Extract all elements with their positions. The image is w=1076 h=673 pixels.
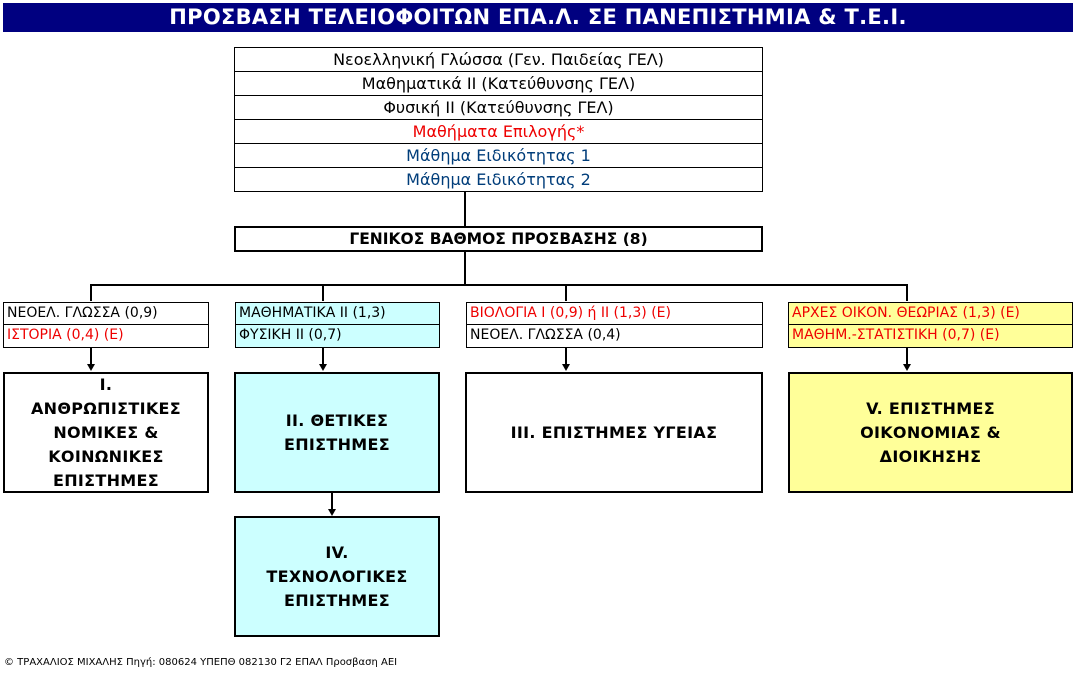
subject-item: Μαθηματικά ΙΙ (Κατεύθυνσης ΓΕΛ)	[235, 72, 762, 96]
subject-item: Φυσική ΙΙ (Κατεύθυνσης ΓΕΛ)	[235, 96, 762, 120]
field-text: ΝΟΜΙΚΕΣ &	[53, 422, 159, 442]
connector-line	[322, 348, 324, 365]
criteria-box-3	[466, 302, 763, 348]
field-text: ΑΝΘΡΩΠΙΣΤΙΚΕΣ	[30, 398, 181, 418]
criteria-line: ΜΑΘΗΜ.-ΣΤΑΤΙΣΤΙΚΗ (0,7) (Ε)	[792, 327, 1000, 343]
footer-credit: © ΤΡΑΧΑΛΙΟΣ ΜΙΧΑΛΗΣ Πηγή: 080624 ΥΠΕΠΘ 082130 Γ2 ΕΠΑΛ Προσβαση ΑΕΙ	[4, 657, 398, 668]
subject-item: Μαθήματα Επιλογής*	[235, 120, 762, 144]
field-text: ΕΠΙΣΤΗΜΕΣ	[284, 434, 390, 454]
field-text: ΚΟΙΝΩΝΙΚΕΣ	[48, 446, 164, 466]
field-box-3	[465, 372, 763, 493]
subject-item: Μάθημα Ειδικότητας 1	[235, 144, 762, 168]
connector-line	[565, 284, 567, 301]
subjects-list	[234, 47, 763, 192]
connector-line	[906, 348, 908, 365]
connector-line	[464, 252, 466, 285]
criteria-line: ΝΕΟΕΛ. ΓΛΩΣΣΑ (0,9)	[4, 303, 208, 325]
criteria-box-2	[235, 302, 440, 348]
arrow-down-icon	[319, 364, 327, 371]
page-title: ΠΡΟΣΒΑΣΗ ΤΕΛΕΙΟΦΟΙΤΩΝ ΕΠΑ.Λ. ΣΕ ΠΑΝΕΠΙΣΤΗΜΙΑ & Τ.Ε.Ι.	[3, 3, 1073, 32]
arrow-down-icon	[562, 364, 570, 371]
arrow-down-icon	[903, 364, 911, 371]
criteria-line: ΝΕΟΕΛ. ΓΛΩΣΣΑ (0,4)	[470, 327, 621, 343]
arrow-down-icon	[87, 364, 95, 371]
field-text: Ι.	[99, 374, 113, 394]
connector-line	[90, 348, 92, 365]
connector-line	[322, 284, 324, 301]
field-text: ΤΕΧΝΟΛΟΓΙΚΕΣ	[266, 566, 408, 586]
subject-item: Μάθημα Ειδικότητας 2	[406, 170, 591, 189]
connector-line	[565, 348, 567, 365]
field-text: ΙΙΙ. ΕΠΙΣΤΗΜΕΣ ΥΓΕΙΑΣ	[510, 422, 718, 442]
field-text: V. ΕΠΙΣΤΗΜΕΣ	[866, 398, 995, 418]
criteria-line: ΜΑΘΗΜΑΤΙΚΑ ΙΙ (1,3)	[236, 303, 439, 325]
arrow-down-icon	[328, 509, 336, 516]
field-text: ΔΙΟΙΚΗΣΗΣ	[879, 446, 982, 466]
connector-line	[331, 493, 333, 509]
field-box-1	[3, 372, 209, 493]
criteria-box-4	[788, 302, 1073, 348]
subject-item: Νεοελληνική Γλώσσα (Γεν. Παιδείας ΓΕΛ)	[235, 48, 762, 72]
field-box-4	[234, 516, 440, 637]
criteria-line: ΒΙΟΛΟΓΙΑ Ι (0,9) ή ΙΙ (1,3) (Ε)	[467, 303, 762, 325]
field-text: ΕΠΙΣΤΗΜΕΣ	[283, 590, 390, 610]
field-box-5	[788, 372, 1073, 493]
criteria-line: ΙΣΤΟΡΙΑ (0,4) (Ε)	[7, 327, 124, 343]
field-text: ΙΙ. ΘΕΤΙΚΕΣ	[285, 410, 389, 430]
connector-line	[90, 284, 908, 286]
field-text: IV.	[325, 542, 349, 562]
connector-line	[90, 284, 92, 301]
general-grade-box: ΓΕΝΙΚΟΣ ΒΑΘΜΟΣ ΠΡΟΣΒΑΣΗΣ (8)	[234, 226, 763, 252]
field-box-2	[234, 372, 440, 493]
criteria-box-1	[3, 302, 209, 348]
connector-line	[464, 192, 466, 226]
criteria-line: ΦΥΣΙΚΗ ΙΙ (0,7)	[239, 327, 342, 343]
criteria-line: ΑΡΧΕΣ ΟΙΚΟΝ. ΘΕΩΡΙΑΣ (1,3) (Ε)	[789, 303, 1072, 325]
field-text: ΕΠΙΣΤΗΜΕΣ	[52, 470, 159, 490]
connector-line	[906, 284, 908, 301]
field-text: ΟΙΚΟΝΟΜΙΑΣ &	[860, 422, 1001, 442]
